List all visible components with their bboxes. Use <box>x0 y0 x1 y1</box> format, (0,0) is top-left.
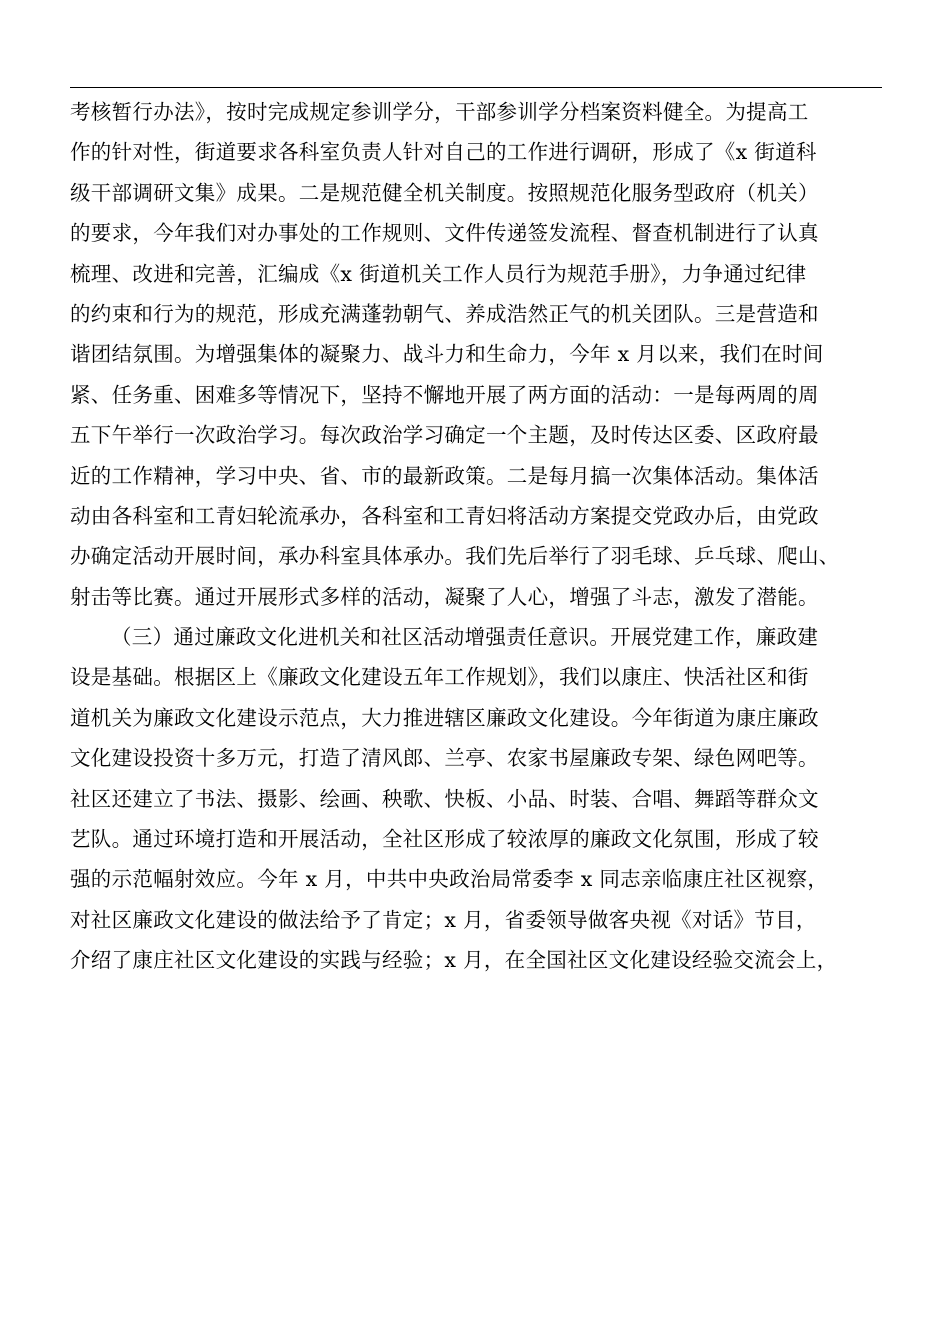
text-line: 紧、任务重、困难多等情况下，坚持不懈地开展了两方面的活动：一是每两周的周 <box>70 382 819 407</box>
paragraph-start-line: （三）通过廉政文化进机关和社区活动增强责任意识。开展党建工作，廉政建 <box>111 625 819 650</box>
text-line: 谐团结氛围。为增强集体的凝聚力、战斗力和生命力，今年 x 月以来，我们在时间 <box>70 342 824 367</box>
text-line: 动由各科室和工青妇轮流承办，各科室和工青妇将活动方案提交党政办后，由党政 <box>70 503 819 528</box>
text-line: 设是基础。根据区上《廉政文化建设五年工作规划》，我们以康庄、快活社区和街 <box>70 665 809 690</box>
text-line: 社区还建立了书法、摄影、绘画、秧歌、快板、小品、时装、合唱、舞蹈等群众文 <box>70 786 819 811</box>
text-line: 级干部调研文集》成果。二是规范健全机关制度。按照规范化服务型政府（机关） <box>70 180 819 205</box>
text-line: 梳理、改进和完善，汇编成《x 街道机关工作人员行为规范手册》，力争通过纪律 <box>70 261 807 286</box>
text-line: 介绍了康庄社区文化建设的实践与经验；x 月，在全国社区文化建设经验交流会上， <box>70 948 838 973</box>
text-line: 强的示范幅射效应。今年 x 月，中共中央政治局常委李 x 同志亲临康庄社区视察， <box>70 867 829 892</box>
text-line: 考核暂行办法》，按时完成规定参训学分，干部参训学分档案资料健全。为提高工 <box>70 100 809 124</box>
body-text <box>70 92 886 981</box>
text-line: 的约束和行为的规范，形成充满蓬勃朝气、养成浩然正气的机关团队。三是营造和 <box>70 301 819 326</box>
text-line: 艺队。通过环境打造和开展活动，全社区形成了较浓厚的廉政文化氛围，形成了较 <box>70 827 819 852</box>
header-rule <box>70 87 882 88</box>
text-line: 对社区廉政文化建设的做法给予了肯定；x 月，省委领导做客央视《对话》节目， <box>70 907 817 932</box>
text-line: 近的工作精神，学习中央、省、市的最新政策。二是每月搞一次集体活动。集体活 <box>70 463 819 488</box>
text-line: 办确定活动开展时间，承办科室具体承办。我们先后举行了羽毛球、乒乓球、爬山、 <box>70 544 840 569</box>
text-line: 五下午举行一次政治学习。每次政治学习确定一个主题，及时传达区委、区政府最 <box>70 423 819 448</box>
text-line: 的要求，今年我们对办事处的工作规则、文件传递签发流程、督查机制进行了认真 <box>70 221 819 246</box>
text-line: 作的针对性，街道要求各科室负责人针对自己的工作进行调研，形成了《x 街道科 <box>70 140 817 165</box>
text-line: 射击等比赛。通过开展形式多样的活动，凝聚了人心，增强了斗志，激发了潜能。 <box>70 584 819 609</box>
text-line: 文化建设投资十多万元，打造了清风郎、兰亭、农家书屋廉政专架、绿色网吧等。 <box>70 746 819 771</box>
text-line: 道机关为廉政文化建设示范点，大力推进辖区廉政文化建设。今年街道为康庄廉政 <box>70 705 819 730</box>
